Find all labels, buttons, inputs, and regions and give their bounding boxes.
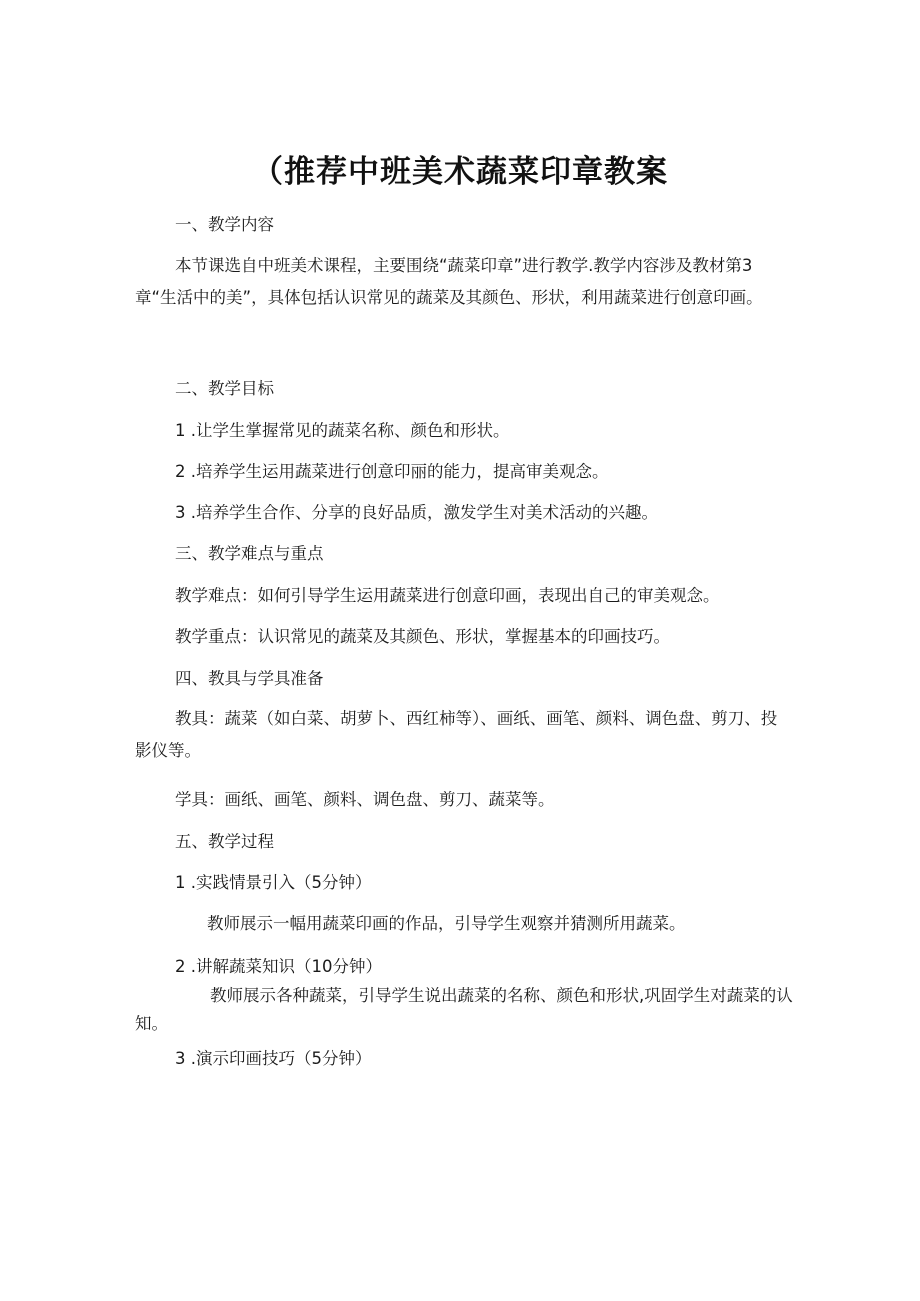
section-heading-process: 五、教学过程 (175, 832, 274, 851)
section-heading-materials: 四、教具与学具准备 (175, 669, 324, 688)
goal-item: 1 .让学生掌握常见的蔬菜名称、颜色和形状。 (175, 421, 510, 440)
step-body: 教师展示各种蔬菜，引导学生说出蔬菜的名称、颜色和形状,巩固学生对蔬菜的认知。 (135, 986, 793, 1033)
section-heading-difficulty: 三、教学难点与重点 (175, 544, 324, 563)
step-title: 1 .实践情景引入（5分钟） (175, 873, 372, 892)
goal-item: 3 .培养学生合作、分享的良好品质，激发学生对美术活动的兴趣。 (175, 503, 658, 522)
goal-item: 2 .培养学生运用蔬菜进行创意印丽的能力，提高审美观念。 (175, 462, 609, 481)
section-heading-content: 一、教学内容 (175, 215, 274, 234)
student-tools-text: 学具：画纸、画笔、颜料、调色盘、剪刀、蔬菜等。 (175, 790, 555, 809)
step-title: 2 .讲解蔬菜知识（10分钟） (175, 957, 382, 976)
teacher-tools-paragraph: 教具：蔬菜（如白菜、胡萝卜、西红柿等）、画纸、画笔、颜料、调色盘、剪刀、投影仪等。 (135, 709, 778, 760)
content-paragraph: 本节课选自中班美术课程，主要围绕“蔬菜印章”进行教学.教学内容涉及教材第3章“生活中的美”，具体包括认识常见的蔬菜及其颜色、形状，利用蔬菜进行创意印画。 (135, 256, 763, 307)
step-title: 3 .演示印画技巧（5分钟） (175, 1049, 372, 1068)
document-title: （推荐中班美术蔬菜印章教案 (252, 154, 668, 190)
step-body: 教师展示一幅用蔬菜印画的作品，引导学生观察并猜测所用蔬菜。 (207, 914, 686, 933)
key-point-text: 教学重点：认识常见的蔬菜及其颜色、形状，掌握基本的印画技巧。 (175, 627, 670, 646)
section-heading-goals: 二、教学目标 (175, 379, 274, 398)
difficulty-text: 教学难点：如何引导学生运用蔬菜进行创意印画，表现出自己的审美观念。 (175, 586, 720, 605)
